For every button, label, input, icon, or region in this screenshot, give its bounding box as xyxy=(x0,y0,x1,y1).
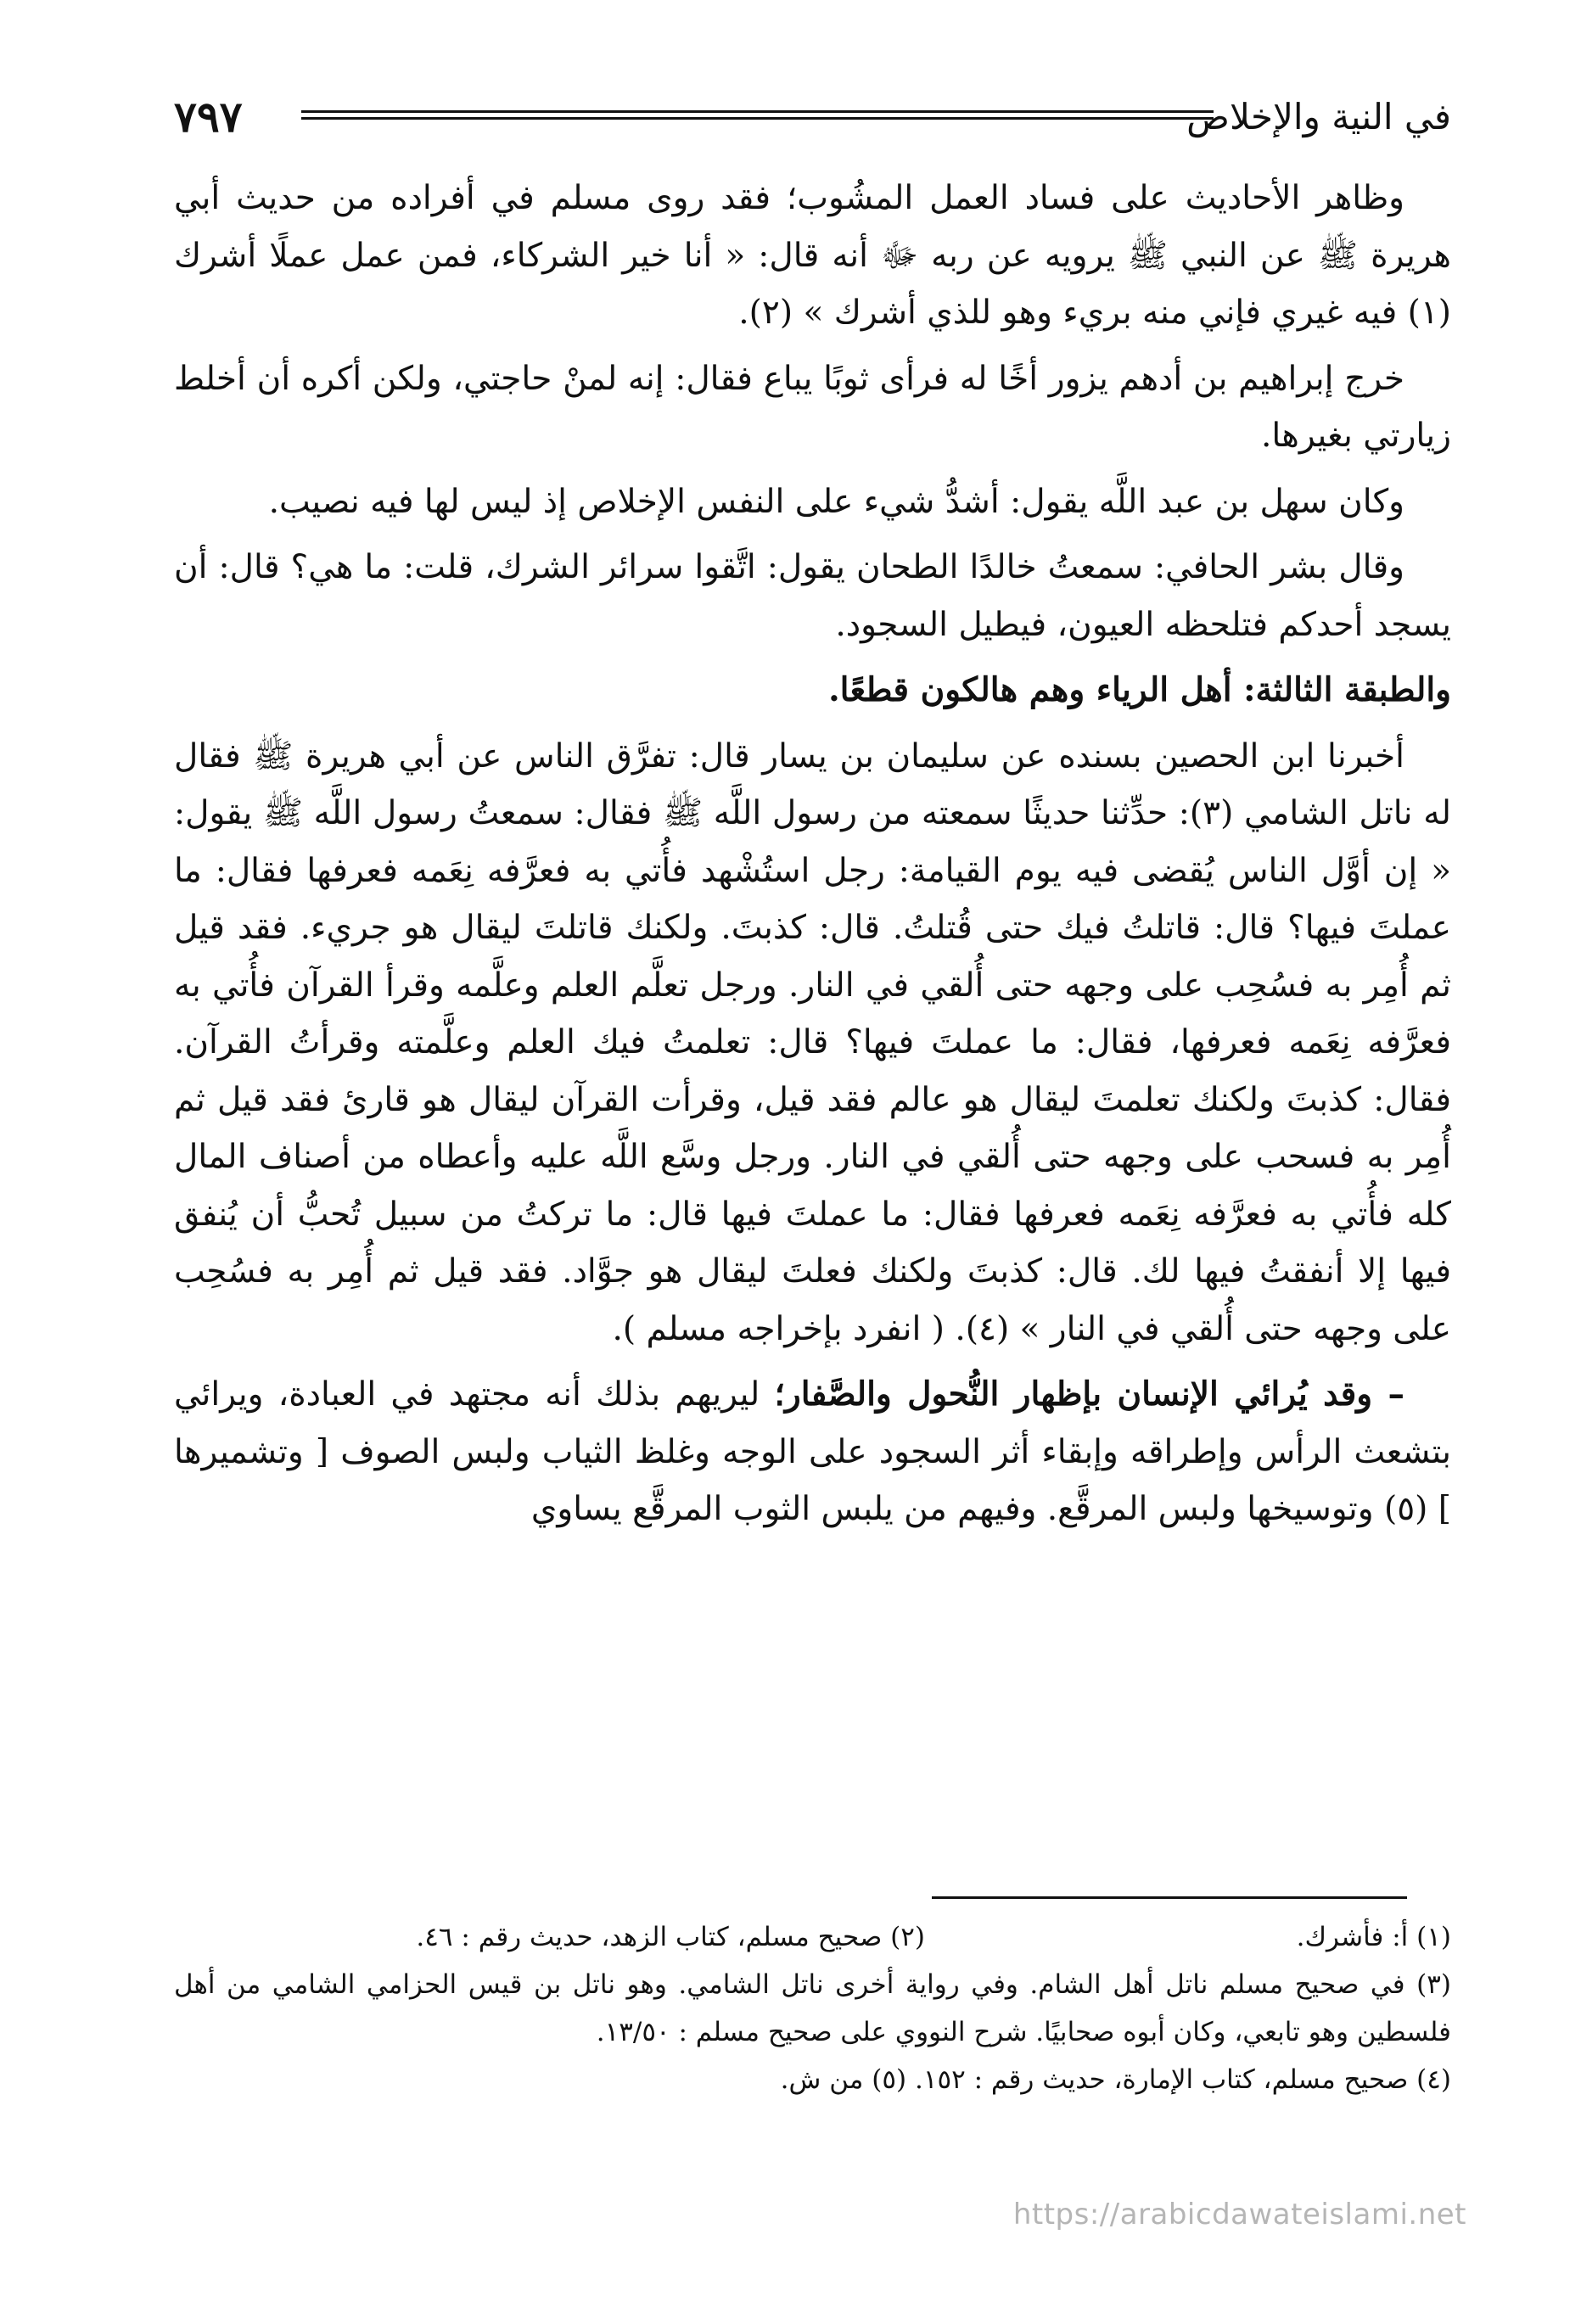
paragraph-3: وكان سهل بن عبد اللَّه يقول: أشدُّ شيء على النفس الإخلاص إذ ليس لها فيه نصيب. xyxy=(268,482,1404,521)
page-header xyxy=(174,92,1451,143)
footnotes xyxy=(174,1913,1451,2103)
page-number: ٧٩٧ xyxy=(174,92,243,142)
paragraph-6: أخبرنا ابن الحصين بسنده عن سليمان بن يسار قال: تفرَّق الناس عن أبي هريرة ﷺ فقال له ناتل الشامي (٣): حدِّثنا حديثًا سمعته من رسول اللَّه ﷺ فقال: سمعتُ رسول اللَّه ﷺ يقول: « إن أوَّل الناس يُقضى فيه يوم القيامة: رجل استُشْهد فأُتي به فعرَّفه نِعَمه فعرفها فقال: ما عملتَ فيها؟ قال: قاتلتُ فيك حتى قُتلتُ. قال: كذبتَ. ولكنك قاتلتَ ليقال هو جريء. فقد قيل ثم أُمِر به فسُحِب على وجهه حتى أُلقي في النار. ورجل تعلَّم العلم وعلَّمه وقرأ القرآن فأُتي به فعرَّفه نِعَمه فعرفها، فقال: ما عملتَ فيها؟ قال: تعلمتُ فيك العلم وعلَّمته وقرأتُ القرآن. فقال: كذبتَ ولكنك تعلمتَ ليقال هو عالم فقد قيل، وقرأت القرآن ليقال هو قارئ فقد قيل ثم أُمِر به فسحب على وجهه حتى أُلقي في النار. ورجل وسَّع اللَّه عليه وأعطاه من أصناف المال كله فأُتي به فعرَّفه نِعَمه فعرفها فقال: ما عملتَ فيها قال: ما تركتُ من سبيل تُحبُّ أن يُنفق فيها إلا أنفقتُ فيها لك. قال: كذبتَ ولكنك فعلتَ ليقال هو جوَّاد. فقد قيل ثم أُمِر به فسُحِب على وجهه حتى أُلقي في النار » (٤). ( انفرد بإخراجه مسلم ). xyxy=(174,736,1451,1348)
watermark-url: https://arabicdawateislami.net xyxy=(1012,2198,1466,2232)
section-heading: والطبقة الثالثة: أهل الرياء وهم هالكون قطعًا. xyxy=(828,670,1451,709)
footnote-row xyxy=(174,1913,1451,1961)
footnote-rule xyxy=(932,1896,1407,1899)
paragraph-2: خرج إبراهيم بن أدهم يزور أخًا له فرأى ثوبًا يباع فقال: إنه لمنْ حاجتي، ولكن أكره أن أخلط زيارتي بغيرها. xyxy=(174,359,1451,455)
paragraph-7 xyxy=(174,1366,1451,1538)
chapter-title: في النية والإخلاص xyxy=(1186,96,1451,137)
paragraph-7-rest: ليريهم بذلك أنه مجتهد في العبادة، ويرائي بتشعث الرأس وإطراقه وإبقاء أثر السجود على الوجه وغلظ الثياب ولبس الصوف [ وتشميرها ] (٥) وتوسيخها ولبس المرقَّع. وفيهم من يلبس الثوب المرقَّع يساوي xyxy=(174,1375,1451,1528)
footnote-1: (١) أ: فأشرك. xyxy=(1296,1922,1451,1952)
header-rule xyxy=(301,110,1214,120)
main-text xyxy=(174,170,1451,1547)
paragraph-1: وظاهر الأحاديث على فساد العمل المشُوب؛ فقد روى مسلم في أفراده من حديث أبي هريرة ﷺ عن النبي ﷺ يرويه عن ربه ﷻ أنه قال: « أنا خير الشركاء، فمن عمل عملًا أشرك (١) فيه غيري فإني منه بريء وهو للذي أشرك » (٢). xyxy=(174,179,1451,332)
paragraph-7-lead: – وقد يُرائي الإنسان بإظهار النُّحول والصَّفار؛ xyxy=(774,1375,1404,1414)
footnote-3: (٣) في صحيح مسلم ناتل أهل الشام. وفي رواية أخرى ناتل الشامي. وهو ناتل بن قيس الحزامي الشامي من أهل فلسطين وهو تابعي، وكان أبوه صحابيًا. شرح النووي على صحيح مسلم : ١٣/٥٠. xyxy=(174,1969,1451,2047)
footnote-4: (٤) صحيح مسلم، كتاب الإمارة، حديث رقم : ١٥٢. (٥) من ش. xyxy=(780,2064,1451,2095)
paragraph-4: وقال بشر الحافي: سمعتُ خالدًا الطحان يقول: اتَّقوا سرائر الشرك، قلت: ما هي؟ قال: أن يسجد أحدكم فتلحظه العيون، فيطيل السجود. xyxy=(174,548,1451,644)
footnote-2: (٢) صحيح مسلم، كتاب الزهد، حديث رقم : ٤٦. xyxy=(416,1922,925,1952)
